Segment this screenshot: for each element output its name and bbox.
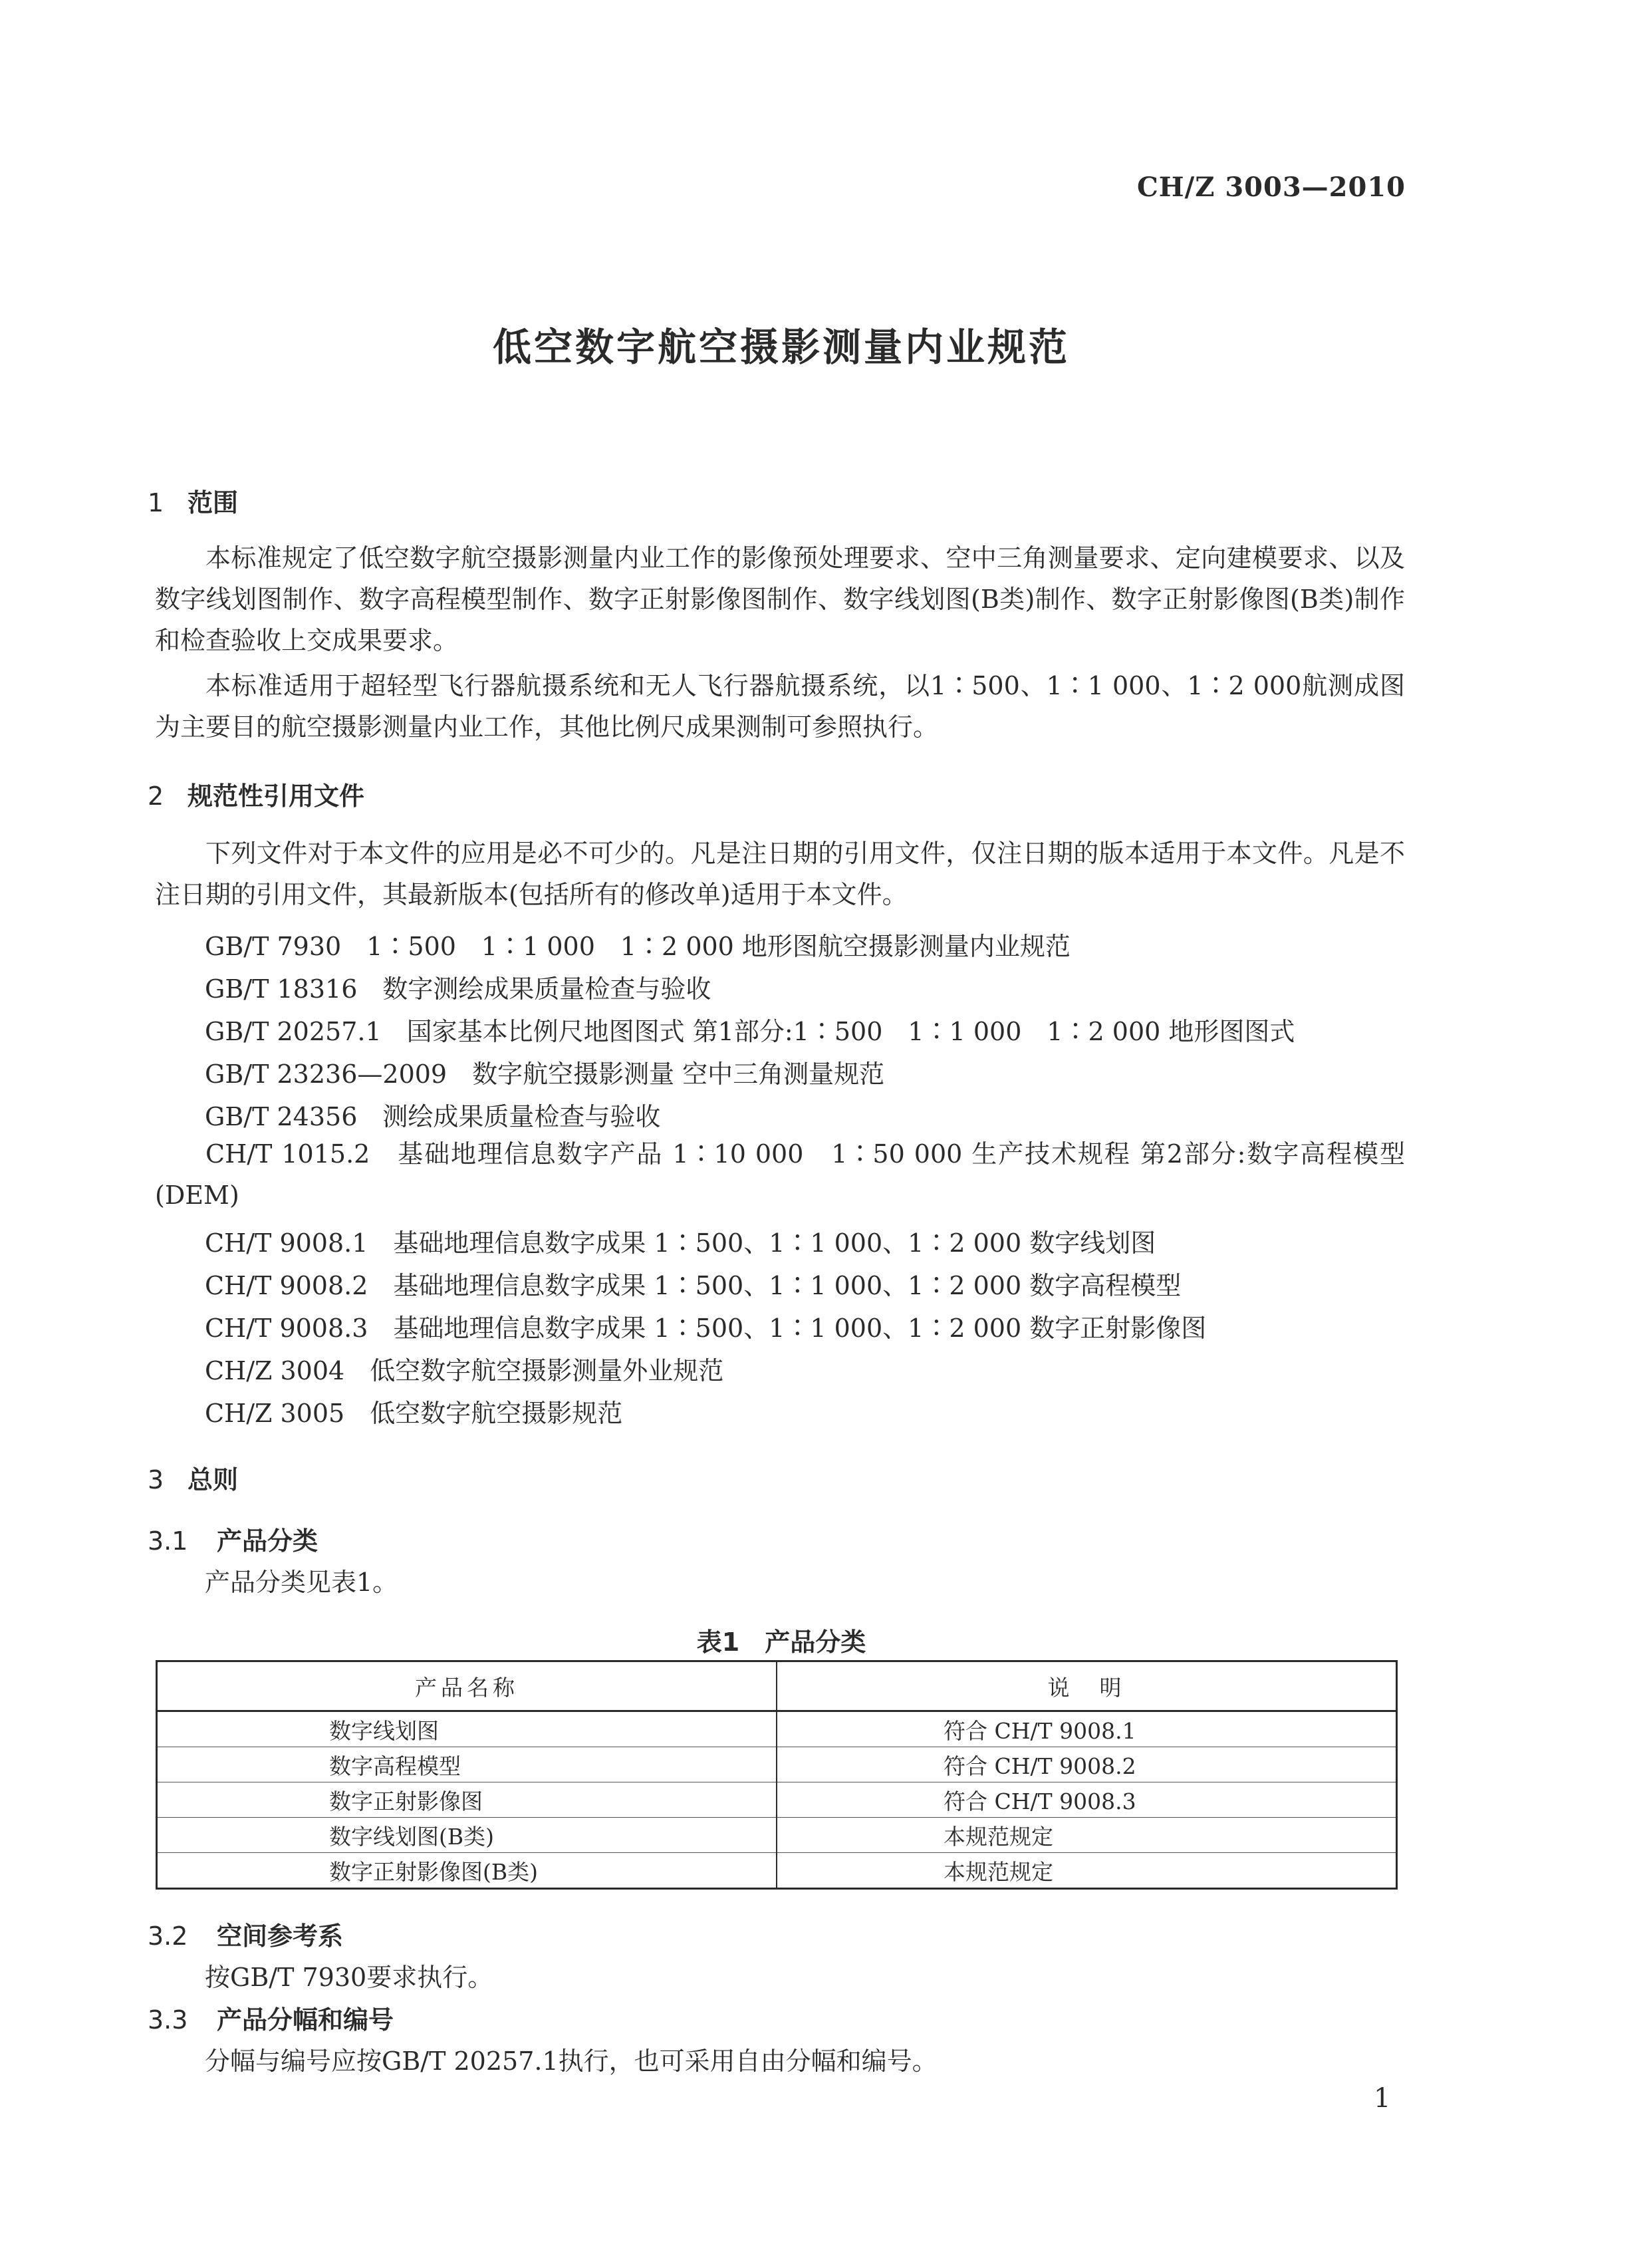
section-2-heading [148, 776, 364, 812]
section-title: 总则 [188, 1465, 239, 1494]
product-name-cell: 数字线划图(B类) [157, 1818, 777, 1853]
product-classification-table [156, 1660, 1398, 1890]
section-title: 规范性引用文件 [188, 781, 365, 811]
reference-item: CH/T 9008.2 基础地理信息数字成果 1∶500、1∶1 000、1∶2 000 数字高程模型 [205, 1271, 1182, 1300]
section-1-heading [148, 482, 238, 519]
description-cell: 符合 CH/T 9008.3 [777, 1782, 1397, 1818]
section-number: 1 [148, 488, 164, 517]
reference-item: GB/T 7930 1∶500 1∶1 000 1∶2 000 地形图航空摄影测量内业规范 [205, 932, 1071, 961]
section-3-3-heading [148, 1999, 394, 2036]
reference-item: CH/Z 3004 低空数字航空摄影测量外业规范 [205, 1356, 724, 1385]
table-row [157, 1818, 1397, 1853]
table-header-row [157, 1661, 1397, 1711]
section-1-paragraph-2: 本标准适用于超轻型飞行器航摄系统和无人飞行器航摄系统，以1∶500、1∶1 000、1∶2 000航测成图为主要目的航空摄影测量内业工作，其他比例尺成果测制可参照执行。 [155, 671, 1405, 742]
reference-item: GB/T 18316 数字测绘成果质量检查与验收 [205, 974, 711, 1004]
reference-item: GB/T 24356 测绘成果质量检查与验收 [205, 1102, 661, 1131]
standard-code: CH/Z 3003—2010 [1136, 172, 1406, 203]
table-1-caption: 表1 产品分类 [696, 1628, 866, 1657]
section-3-1-text: 产品分类见表1。 [205, 1568, 398, 1597]
table-row [157, 1747, 1397, 1782]
document-title: 低空数字航空摄影测量内业规范 [492, 325, 1070, 370]
product-name-cell: 数字线划图 [157, 1711, 777, 1747]
table-row [157, 1711, 1397, 1747]
section-number: 3.3 [148, 2005, 188, 2035]
description-cell: 本规范规定 [777, 1853, 1397, 1889]
description-cell: 符合 CH/T 9008.2 [777, 1747, 1397, 1782]
section-title: 空间参考系 [217, 1921, 344, 1951]
section-number: 3 [148, 1465, 164, 1494]
reference-item: CH/T 9008.3 基础地理信息数字成果 1∶500、1∶1 000、1∶2 000 数字正射影像图 [205, 1314, 1207, 1343]
section-3-2-heading [148, 1915, 343, 1952]
product-name-cell: 数字正射影像图 [157, 1782, 777, 1818]
section-1-paragraph-1: 本标准规定了低空数字航空摄影测量内业工作的影像预处理要求、空中三角测量要求、定向建模要求、以及数字线划图制作、数字高程模型制作、数字正射影像图制作、数字线划图(B类)制作、数字正射影像图(B类)制作和检查验收上交成果要求。 [155, 543, 1405, 655]
table-row [157, 1782, 1397, 1818]
product-name-cell: 数字正射影像图(B类) [157, 1853, 777, 1889]
section-title: 范围 [188, 488, 239, 517]
section-3-3-text: 分幅与编号应按GB/T 20257.1执行，也可采用自由分幅和编号。 [205, 2047, 938, 2076]
section-title: 产品分幅和编号 [217, 2005, 394, 2035]
reference-item: GB/T 23236—2009 数字航空摄影测量 空中三角测量规范 [205, 1060, 885, 1089]
description-cell: 符合 CH/T 9008.1 [777, 1711, 1397, 1747]
section-number: 2 [148, 781, 164, 811]
column-header-product-name: 产品名称 [157, 1661, 777, 1711]
section-title: 产品分类 [217, 1526, 318, 1556]
section-number: 3.2 [148, 1921, 188, 1951]
section-3-heading [148, 1459, 238, 1496]
reference-item: CH/T 9008.1 基础地理信息数字成果 1∶500、1∶1 000、1∶2 000 数字线划图 [205, 1228, 1156, 1258]
reference-item: GB/T 20257.1 国家基本比例尺地图图式 第1部分:1∶500 1∶1 000 1∶2 000 地形图图式 [205, 1017, 1295, 1046]
section-number: 3.1 [148, 1526, 188, 1556]
description-cell: 本规范规定 [777, 1818, 1397, 1853]
column-header-description: 说 明 [777, 1661, 1397, 1711]
table-row [157, 1853, 1397, 1889]
section-3-2-text: 按GB/T 7930要求执行。 [205, 1963, 493, 1992]
reference-item: CH/Z 3005 低空数字航空摄影规范 [205, 1399, 623, 1428]
section-3-1-heading [148, 1520, 318, 1557]
reference-item: CH/T 1015.2 基础地理信息数字产品 1∶10 000 1∶50 000 生产技术规程 第2部分:数字高程模型(DEM) [155, 1139, 1405, 1210]
product-name-cell: 数字高程模型 [157, 1747, 777, 1782]
page-number: 1 [1374, 2083, 1391, 2114]
section-2-intro: 下列文件对于本文件的应用是必不可少的。凡是注日期的引用文件，仅注日期的版本适用于本文件。凡是不注日期的引用文件，其最新版本(包括所有的修改单)适用于本文件。 [155, 839, 1405, 909]
